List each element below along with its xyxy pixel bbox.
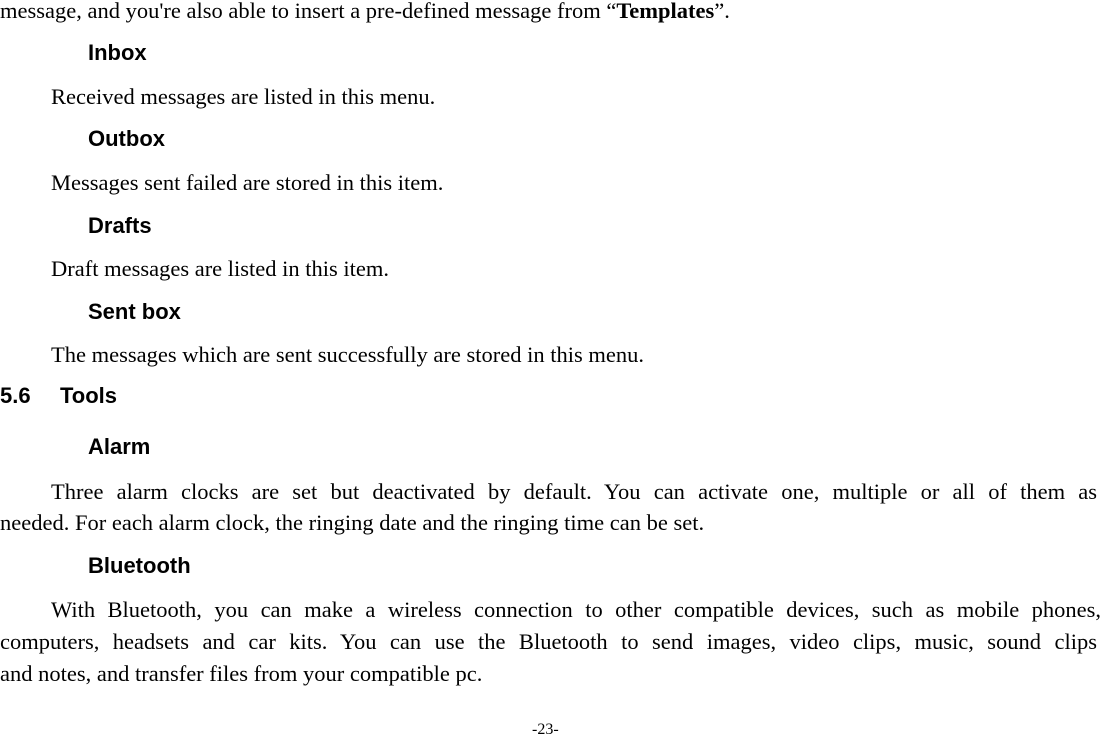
templates-term: Templates — [616, 0, 715, 23]
sentbox-description: The messages which are sent successfully are stored in this menu. — [51, 342, 644, 367]
inbox-heading: Inbox — [88, 40, 147, 65]
sentbox-heading: Sent box — [88, 299, 181, 324]
bluetooth-text-line-2: computers, headsets and car kits. You can use the Bluetooth to send images, video clips, music, sound clips — [0, 629, 1097, 654]
alarm-heading: Alarm — [88, 434, 151, 459]
section-title-tools: Tools — [60, 383, 118, 408]
intro-text-after: ”. — [714, 0, 730, 23]
bluetooth-heading: Bluetooth — [88, 553, 191, 578]
intro-paragraph — [0, 0, 730, 24]
drafts-heading: Drafts — [88, 213, 152, 238]
bluetooth-text-line-1: With Bluetooth, you can make a wireless connection to other compatible devices, such as mobile phones, — [51, 597, 1101, 622]
outbox-description: Messages sent failed are stored in this item. — [51, 170, 444, 195]
alarm-text-line-2: needed. For each alarm clock, the ringing date and the ringing time can be set. — [0, 510, 705, 535]
bluetooth-text-line-3: and notes, and transfer files from your compatible pc. — [0, 661, 483, 686]
alarm-text-line-1: Three alarm clocks are set but deactivated by default. You can activate one, multiple or all of them as — [51, 479, 1097, 504]
intro-text-before: message, and you're also able to insert a pre-defined message from “ — [0, 0, 617, 23]
drafts-description: Draft messages are listed in this item. — [51, 256, 390, 281]
section-number: 5.6 — [0, 383, 31, 408]
page-number: -23- — [532, 721, 559, 738]
inbox-description: Received messages are listed in this menu. — [51, 84, 436, 109]
outbox-heading: Outbox — [88, 126, 165, 151]
